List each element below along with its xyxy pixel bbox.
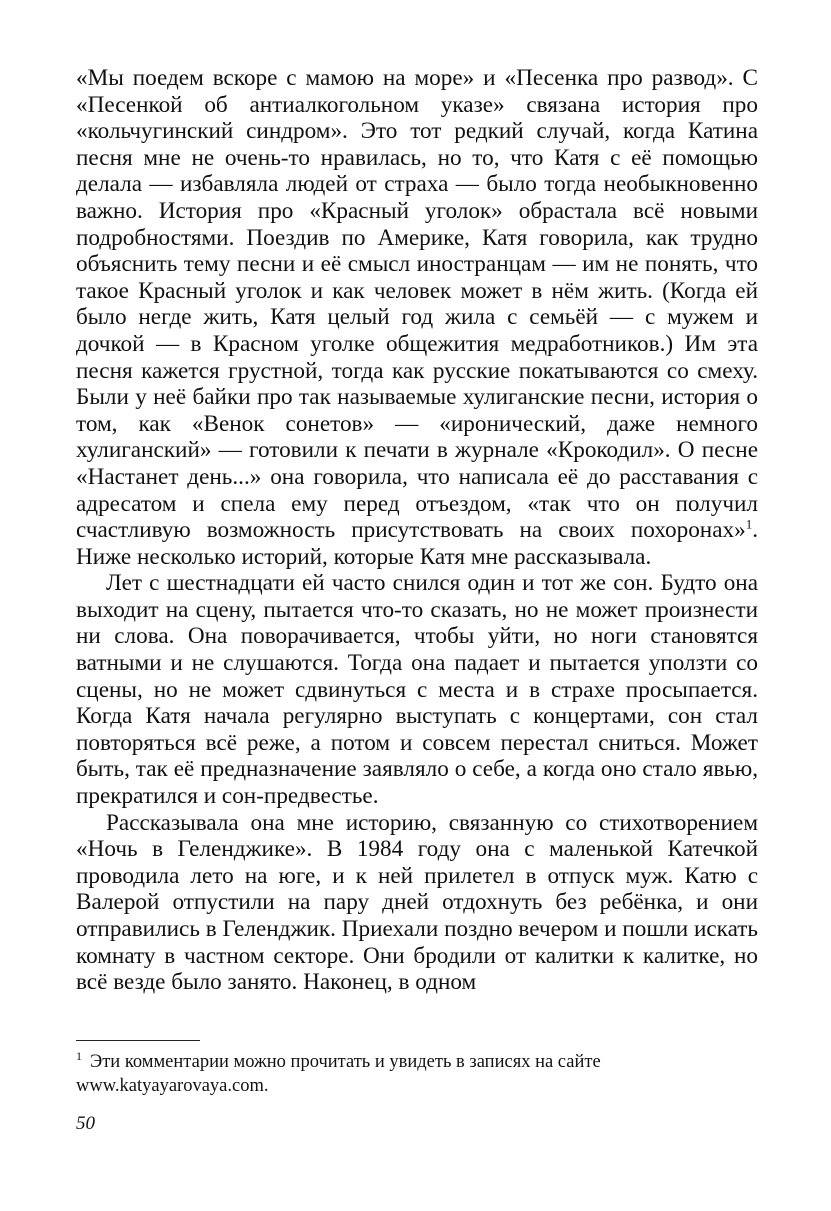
- footnote-reference: 1: [745, 516, 753, 532]
- paragraph-1: [76, 65, 758, 570]
- footnote: [76, 1050, 758, 1098]
- paragraph-1-period: .: [752, 517, 758, 544]
- paragraph-2: Лет с шестнадцати ей часто снился один и тот же сон. Будто она выходит на сцену, пытается что-то сказать, но не может произнести ни слова. Она поворачивается, чтобы уйти, но ноги становятся ватными и не слушаются. Тогда она падает и пытается уползти со сцены, но не может сдвинуться с места и в страхе просыпается. Когда Катя начала регулярно выступать с концертами, сон стал повторяться всё реже, а потом и совсем перестал сниться. Может быть, так её предназначение заявляло о себе, а когда оно стало явью, прекратился и сон-предвестье.: [76, 570, 758, 810]
- page-number: 50: [76, 1113, 95, 1134]
- paragraph-1-text: «Мы поедем вскоре с мамою на море» и «Песенка про развод». С «Песенкой об антиалкогольном указе» связана история про «кольчугинский синдром». Это тот редкий случай, когда Катина песня мне не очень-то нравилась, но то, что Катя с её помощью делала — избавляла людей от страха — было тогда необыкновенно важно. История про «Красный уголок» обрастала всё новыми подробностями. Поездив по Америке, Катя говорила, как трудно объяснить тему песни и её смысл иностранцам — им не понять, что такое Красный уголок и как человек может в нём жить. (Когда ей было негде жить, Катя целый год жила с семьёй — с мужем и дочкой — в Красном уголке общежития медработников.) Им эта песня кажется грустной, тогда как русские покатываются со смеху. Были у неё байки про так называемые хулиганские песни, история о том, как «Венок сонетов» — «иронический, даже немного хулиганский» — готовили к печати в журнале «Крокодил». О песне «Настанет день...» она говорила, что написала её до расставания с адресатом и спела ему перед отъездом, «так что он получил счастливую возможность присутствовать на своих похоронах»: [76, 65, 758, 544]
- footnote-text: Эти комментарии можно прочитать и увидеть в записях на сайте www.katyayarovaya.com.: [76, 1052, 601, 1096]
- paragraph-1-tail: Ниже несколько историй, которые Катя мне рассказывала.: [76, 543, 652, 570]
- footnote-mark: 1: [76, 1048, 82, 1063]
- footnote-divider: [76, 1040, 200, 1041]
- paragraph-3: Рассказывала она мне историю, связанную со стихотворением «Ночь в Геленджике». В 1984 году она с маленькой Катечкой проводила лето на юге, и к ней прилетел в отпуск муж. Катю с Валерой отпустили на пару дней отдохнуть без ребёнка, и они отправились в Геленджик. Приехали поздно вечером и пошли искать комнату в частном секторе. Они бродили от калитки к калитке, но всё везде было занято. Наконец, в одном: [76, 809, 758, 996]
- body-text: [76, 65, 758, 996]
